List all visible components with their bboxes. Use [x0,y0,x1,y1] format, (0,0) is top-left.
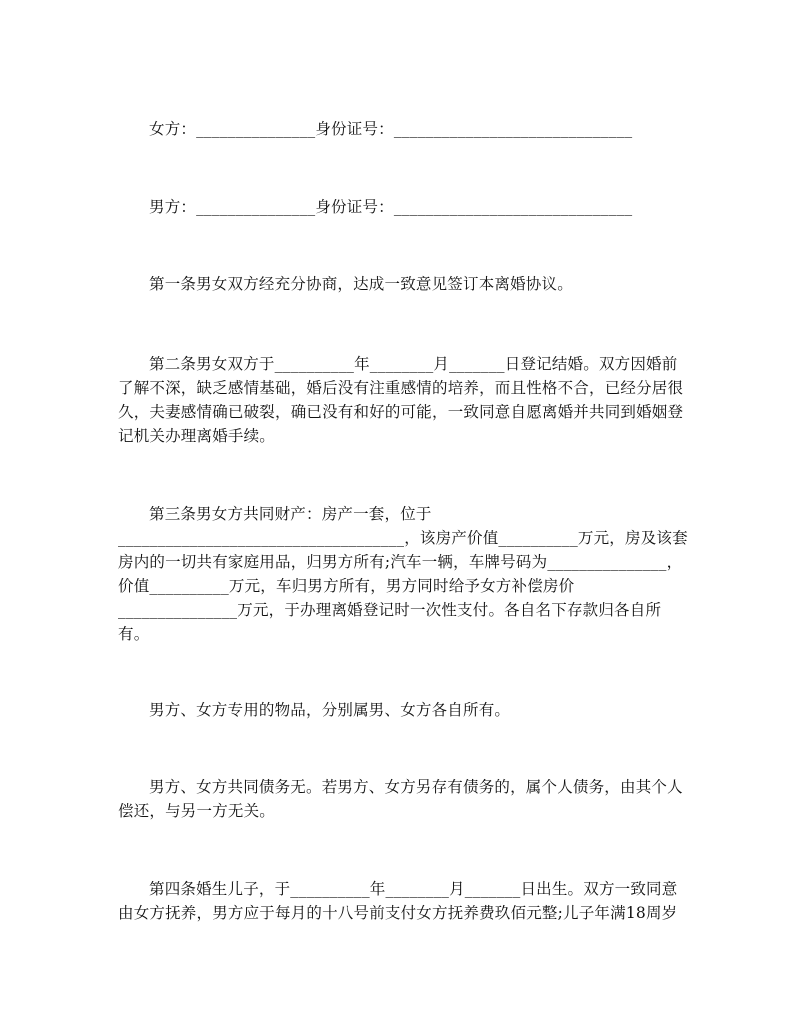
article-four: 第四条婚生儿子，于__________年________月_______日出生。双方一致同意由女方抚养，男方应于每月的十八号前支付女方抚养费玖佰元整;儿子年满18周岁 [118,880,678,922]
article-three: 第三条男女方共同财产：房产一套，位于____________________________________，该房产价值__________万元，房及该套房内的一切共有家庭用品，归男方所有;汽车一辆，车牌号码为_______________，价值__________万元，车归男方所有，男方同时给予女方补偿房价_______________万元，于办理离婚登记时一次性支付。各自名下存款归各自所有。 [118,505,688,643]
personal-items-clause: 男方、女方专用的物品，分别属男、女方各自所有。 [149,701,511,719]
debts-clause: 男方、女方共同债务无。若男方、女方另存有债务的，属个人债务，由其个人偿还，与另一方无关。 [118,778,683,820]
male-party-line: 男方：_______________身份证号：______________________________ [149,198,633,216]
female-party-line: 女方：_______________身份证号：______________________________ [149,120,633,138]
article-one: 第一条男女双方经充分协商，达成一致意见签订本离婚协议。 [149,275,573,293]
article-two: 第二条男女双方于__________年________月_______日登记结婚。双方因婚前了解不深，缺乏感情基础，婚后没有注重感情的培养，而且性格不合，已经分居很久，夫妻感情确已破裂，确已没有和好的可能，一致同意自愿离婚并共同到婚姻登记机关办理离婚手续。 [118,355,684,445]
